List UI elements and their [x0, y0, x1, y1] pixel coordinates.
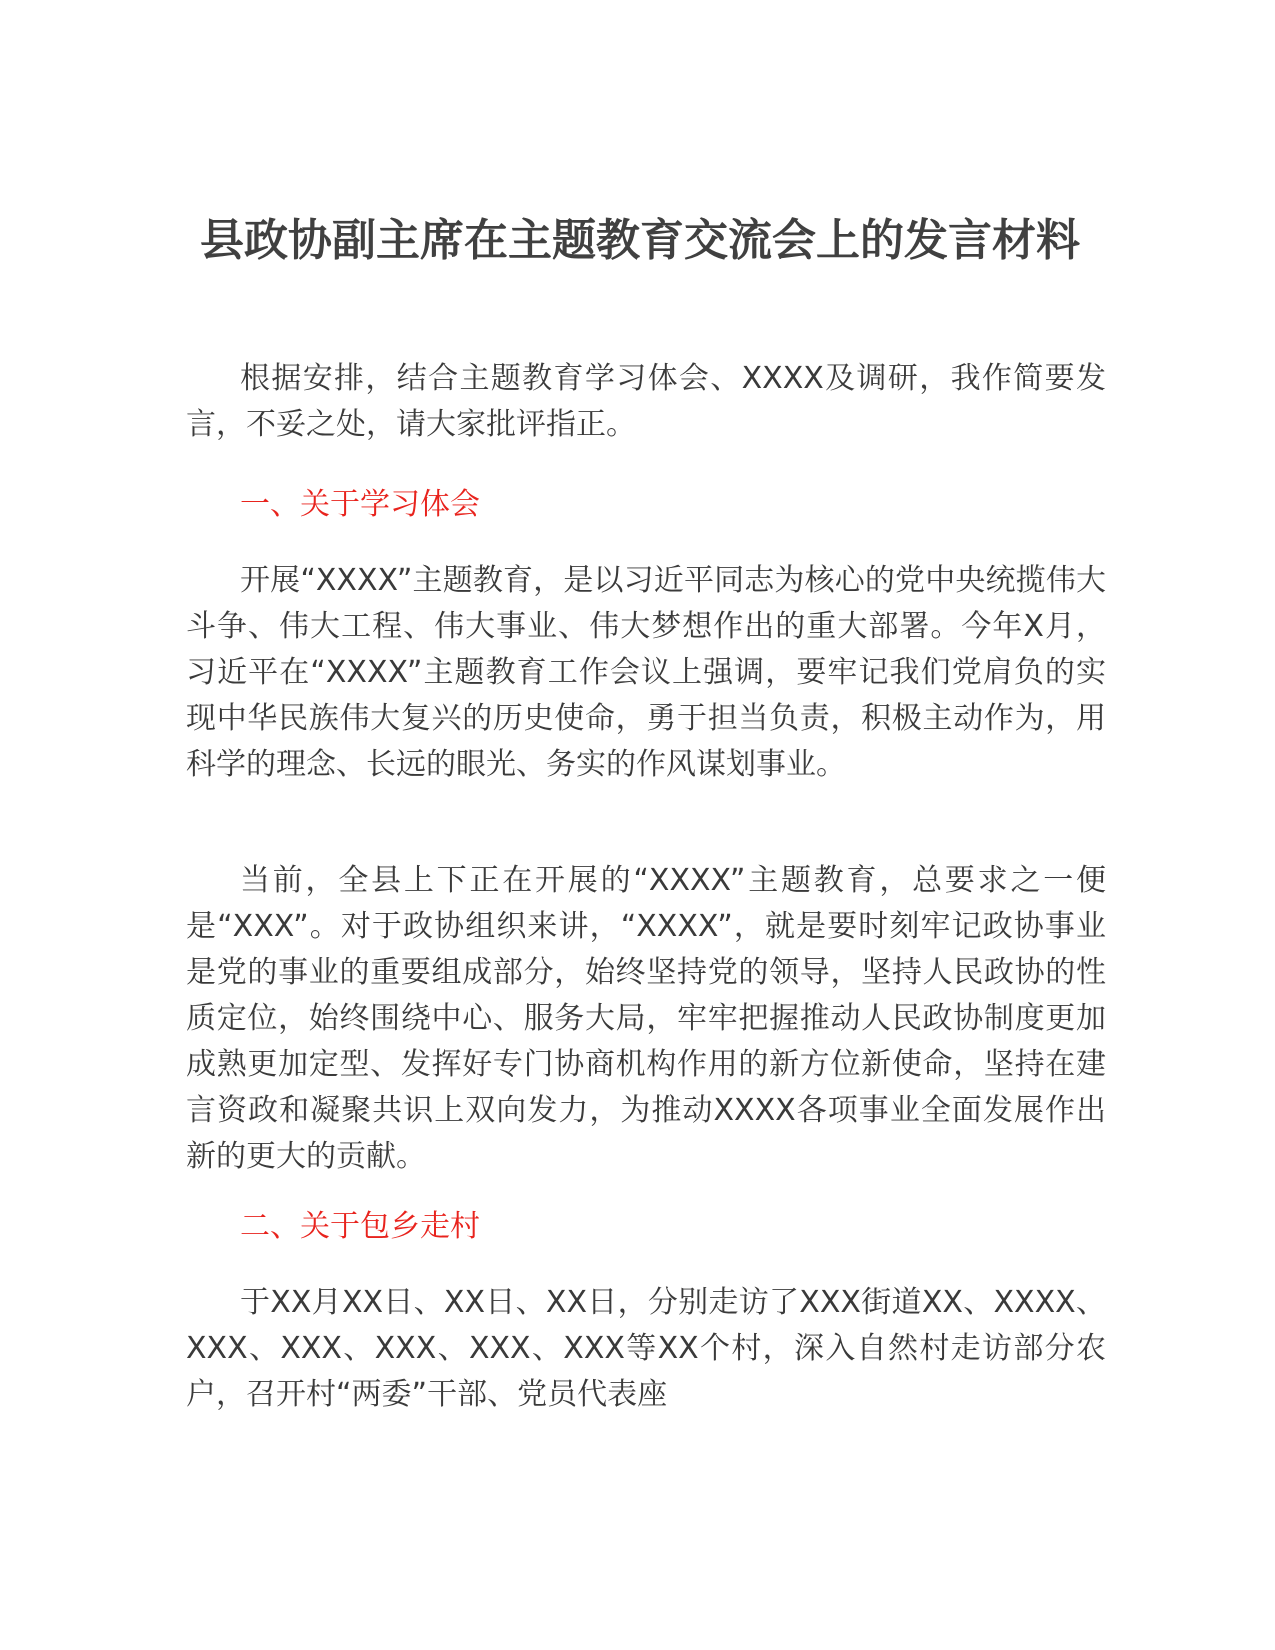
intro-paragraph: 根据安排，结合主题教育学习体会、XXXX及调研，我作简要发言，不妥之处，请大家批评指正。 — [186, 361, 1106, 442]
section-heading-2: 二、关于包乡走村 — [240, 1209, 480, 1244]
section-1-paragraph-2: 当前，全县上下正在开展的“XXXX”主题教育，总要求之一便是“XXX”。对于政协组织来讲，“XXXX”，就是要时刻牢记政协事业是党的事业的重要组成部分，始终坚持党的领导，坚持人民政协的性质定位，始终围绕中心、服务大局，牢牢把握推动人民政协制度更加成熟更加定型、发挥好专门协商机构作用的新方位新使命，坚持在建言资政和凝聚共识上双向发力，为推动XXXX各项事业全面发展作出新的更大的贡献。 — [186, 863, 1106, 1174]
section-1-paragraph-1: 开展“XXXX”主题教育，是以习近平同志为核心的党中央统揽伟大斗争、伟大工程、伟大事业、伟大梦想作出的重大部署。今年X月，习近平在“XXXX”主题教育工作会议上强调，要牢记我们党肩负的实现中华民族伟大复兴的历史使命，勇于担当负责，积极主动作为，用科学的理念、长远的眼光、务实的作风谋划事业。 — [186, 563, 1106, 782]
section-2-paragraph-1: 于XX月XX日、XX日、XX日，分别走访了XXX街道XX、XXXX、XXX、XXX、XXX、XXX、XXX等XX个村，深入自然村走访部分农户，召开村“两委”干部、党员代表座 — [186, 1285, 1106, 1412]
section-heading-1: 一、关于学习体会 — [240, 487, 480, 522]
document-title: 县政协副主席在主题教育交流会上的发言材料 — [200, 215, 1080, 266]
